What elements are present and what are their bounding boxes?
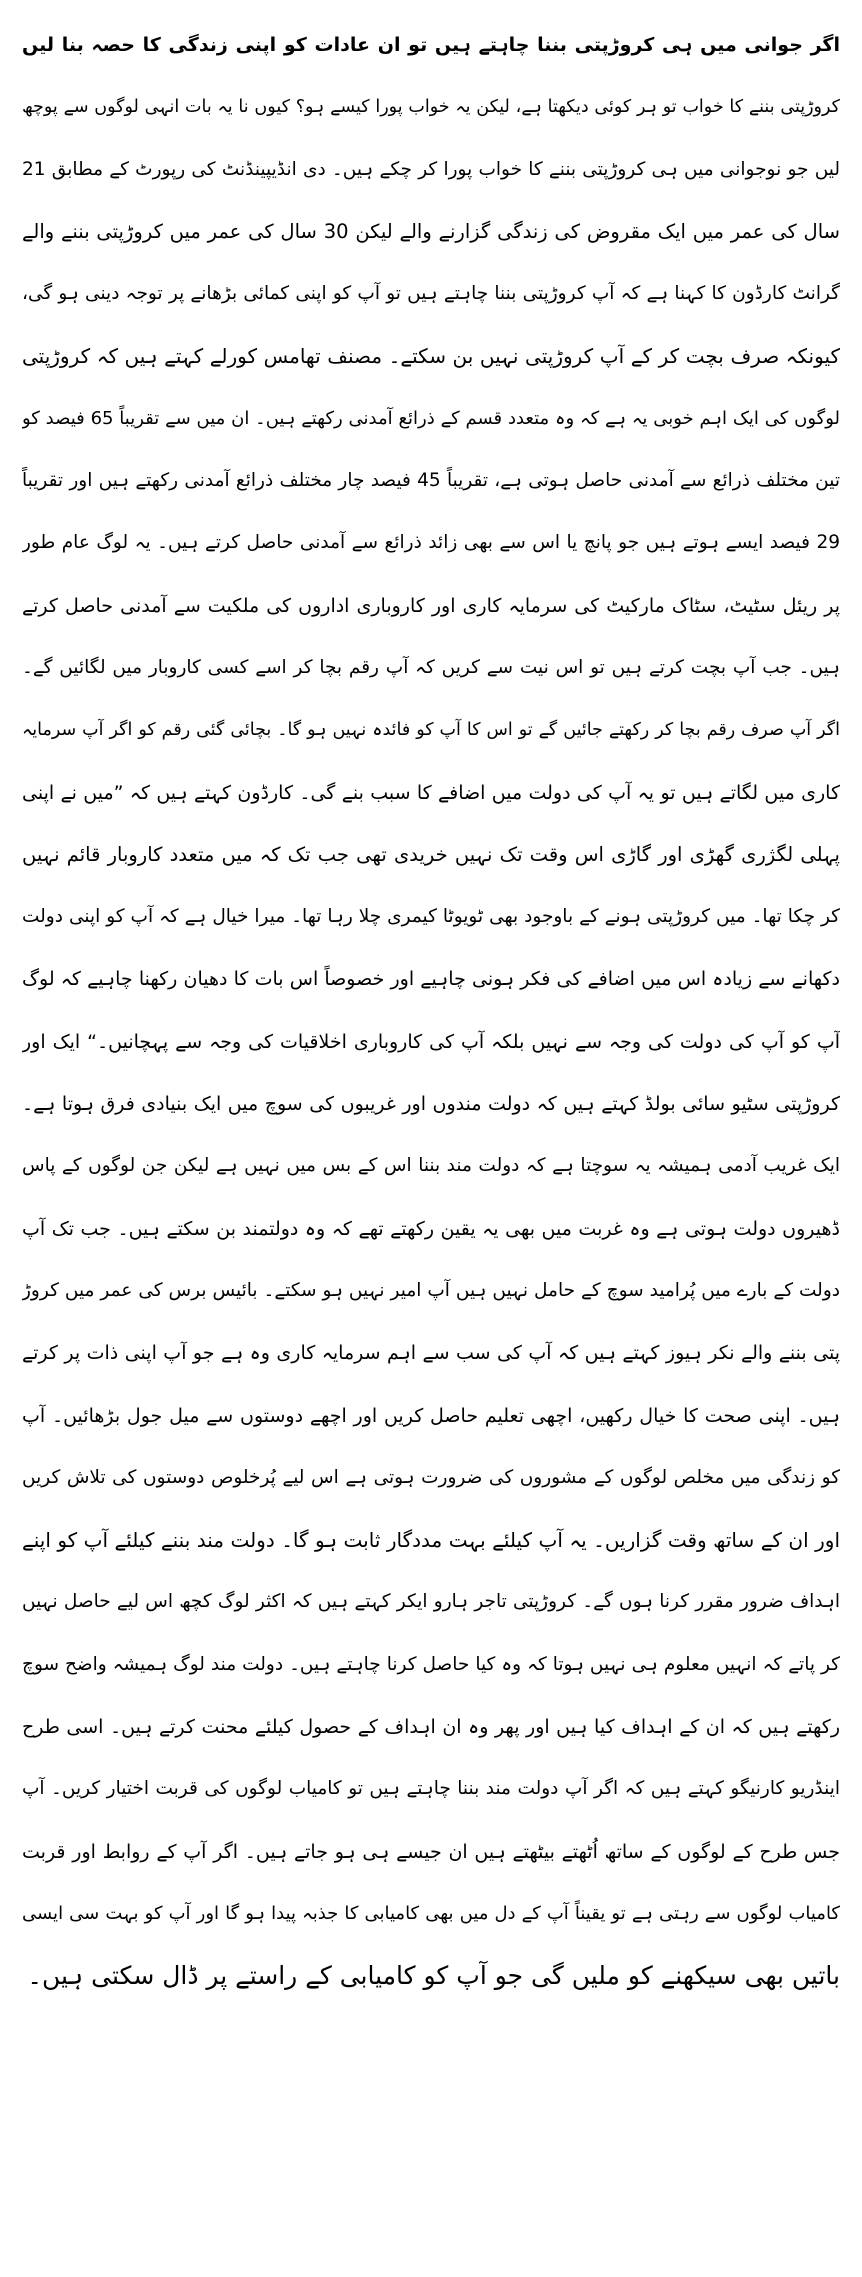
paragraph-line: ایک غریب آدمی ہمیشہ یہ سوچتا ہے کہ دولت مند بننا اس کے بس میں نہیں ہے لیکن جن لوگوں کے پاس xyxy=(22,1155,840,1177)
paragraph-line: پر ریئل سٹیٹ، سٹاک مارکیٹ کی سرمایہ کاری اور کاروباری اداروں کی ملکیت سے آمدنی حاصل کرتے xyxy=(22,594,840,617)
paragraph-line: کامیاب لوگوں سے رہتی ہے تو یقیناً آپ کے دل میں بھی کامیابی کا جذبہ پیدا ہو گا اور آپ کو بہت سی ایسی xyxy=(22,1902,840,1924)
paragraph-line: اور ان کے ساتھ وقت گزاریں۔ یہ آپ کیلئے بہت مددگار ثابت ہو گا۔ دولت مند بننے کیلئے آپ کو اپنے xyxy=(22,1528,840,1553)
paragraph-line: سال کی عمر میں ایک مقروض کی زندگی گزارنے والے لیکن 30 سال کی عمر میں کروڑپتی بننے والے xyxy=(22,219,840,243)
paragraph-line: اینڈریو کارنیگو کہتے ہیں کہ اگر آپ دولت مند بننا چاہتے ہیں تو کامیاب لوگوں کی قربت اختیار کریں۔ آپ xyxy=(22,1778,840,1800)
paragraph-line: لیں جو نوجوانی میں ہی کروڑپتی بننے کا خواب پورا کر چکے ہیں۔ دی انڈیپینڈنٹ کی رپورٹ کے مطابق 21 xyxy=(22,158,840,180)
paragraph-line: ہیں۔ اپنی صحت کا خیال رکھیں، اچھی تعلیم حاصل کریں اور اچھے دوستوں سے میل جول بڑھائیں۔ آپ xyxy=(22,1404,840,1427)
paragraph-line: کروڑپتی سٹیو سائی بولڈ کہتے ہیں کہ دولت مندوں اور غریبوں کی سوچ میں ایک بنیادی فرق ہوتا ہے۔ xyxy=(22,1093,840,1116)
paragraph-line: گرانٹ کارڈون کا کہنا ہے کہ آپ کروڑپتی بننا چاہتے ہیں تو آپ کو اپنی کمائی بڑھانے پر توجہ دینی ہو گی، xyxy=(22,283,840,305)
paragraph-line: لوگوں کی ایک اہم خوبی یہ ہے کہ وہ متعدد قسم کے ذرائع آمدنی رکھتے ہیں۔ ان میں سے تقریباً 65 فیصد کو xyxy=(22,407,840,429)
paragraph-line: دولت کے بارے میں پُرامید سوچ کے حامل نہیں ہیں آپ امیر نہیں ہو سکتے۔ بائیس برس کی عمر میں کروڑ xyxy=(22,1279,840,1301)
paragraph-line: اگر آپ صرف رقم بچا کر رکھتے جائیں گے تو اس کا آپ کو فائدہ نہیں ہو گا۔ بچائی گئی رقم کو اگر آپ سرمایہ xyxy=(22,720,840,741)
paragraph-line: ڈھیروں دولت ہوتی ہے وہ غربت میں بھی یہ یقین رکھتے تھے کہ وہ دولتمند بن سکتے ہیں۔ جب تک آپ xyxy=(22,1217,840,1240)
paragraph-line: رکھتے ہیں کہ ان کے اہداف کیا ہیں اور پھر وہ ان اہداف کے حصول کیلئے محنت کرتے ہیں۔ اسی طرح xyxy=(22,1716,840,1739)
paragraph-line: اہداف ضرور مقرر کرنا ہوں گے۔ کروڑپتی تاجر ہارو ایکر کہتے ہیں کہ اکثر لوگ کچھ اس لیے حاصل نہیں xyxy=(22,1591,840,1613)
paragraph-line: کاری میں لگاتے ہیں تو یہ آپ کی دولت میں اضافے کا سبب بنے گی۔ کارڈون کہتے ہیں کہ ”میں نے اپنی xyxy=(22,781,840,804)
paragraph-line: کر چکا تھا۔ میں کروڑپتی ہونے کے باوجود بھی ٹویوٹا کیمری چلا رہا تھا۔ میرا خیال ہے کہ آپ کو اپنی دولت xyxy=(22,906,840,928)
article-headline: اگر جوانی میں ہی کروڑپتی بننا چاہتے ہیں تو ان عادات کو اپنی زندگی کا حصہ بنا لیں xyxy=(22,34,840,56)
article-body xyxy=(22,14,840,2008)
paragraph-line: دکھانے سے زیادہ اس میں اضافے کی فکر ہونی چاہیے اور خصوصاً اس بات کا دھیان رکھنا چاہیے کہ لوگ xyxy=(22,968,840,991)
paragraph-line: کر پاتے کہ انہیں معلوم ہی نہیں ہوتا کہ وہ کیا حاصل کرنا چاہتے ہیں۔ دولت مند لوگ ہمیشہ واضح سوچ xyxy=(22,1653,840,1675)
paragraph-line: تین مختلف ذرائع سے آمدنی حاصل ہوتی ہے، تقریباً 45 فیصد چار مختلف ذرائع آمدنی رکھتے ہیں اور تقریباً xyxy=(22,470,840,492)
paragraph-line: ہیں۔ جب آپ بچت کرتے ہیں تو اس نیت سے کریں کہ آپ رقم بچا کر اسے کسی کاروبار میں لگائیں گے۔ xyxy=(22,656,840,678)
paragraph-line: پہلی لگژری گھڑی اور گاڑی اس وقت تک نہیں خریدی تھی جب تک کہ میں متعدد کاروبار قائم نہیں xyxy=(22,842,840,866)
paragraph-line: کروڑپتی بننے کا خواب تو ہر کوئی دیکھتا ہے، لیکن یہ خواب پورا کیسے ہو؟ کیوں نا یہ بات انہی لوگوں سے پوچھ xyxy=(22,97,840,118)
paragraph-line-last: باتیں بھی سیکھنے کو ملیں گی جو آپ کو کامیابی کے راستے پر ڈال سکتی ہیں۔ xyxy=(27,1961,840,1991)
paragraph-line: آپ کو آپ کی دولت کی وجہ سے نہیں بلکہ آپ کی کاروباری اخلاقیات کی وجہ سے پہچانیں۔“ ایک اور xyxy=(22,1030,840,1053)
paragraph-line: جس طرح کے لوگوں کے ساتھ اُٹھتے بیٹھتے ہیں ان جیسے ہی ہو جاتے ہیں۔ اگر آپ کے روابط اور قربت xyxy=(22,1840,840,1863)
paragraph-line: کیونکہ صرف بچت کر کے آپ کروڑپتی نہیں بن سکتے۔ مصنف تھامس کورلے کہتے ہیں کہ کروڑپتی xyxy=(22,344,840,369)
paragraph-line: کو زندگی میں مخلص لوگوں کے مشوروں کی ضرورت ہوتی ہے اس لیے پُرخلوص دوستوں کی تلاش کریں xyxy=(22,1466,840,1488)
paragraph-line: پتی بننے والے نکر ہیوز کہتے ہیں کہ آپ کی سب سے اہم سرمایہ کاری وہ ہے جو آپ اپنی ذات پر کرتے xyxy=(22,1342,840,1365)
paragraph-line: 29 فیصد ایسے ہوتے ہیں جو پانچ یا اس سے بھی زائد ذرائع سے آمدنی حاصل کرتے ہیں۔ یہ لوگ عام طور xyxy=(22,532,840,554)
